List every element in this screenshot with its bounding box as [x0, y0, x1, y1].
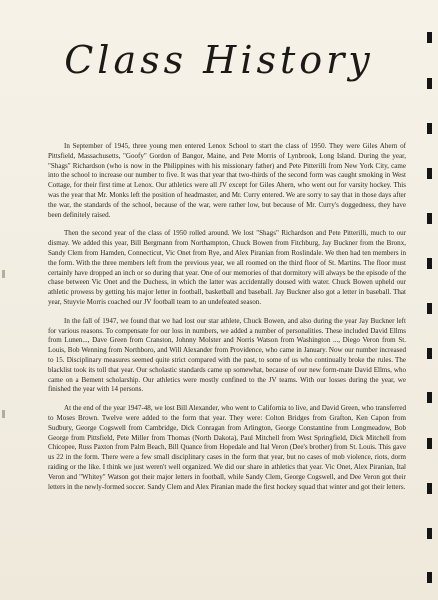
- index-tab: [427, 213, 432, 224]
- binding-mark: [2, 410, 5, 418]
- index-tab: [427, 348, 432, 359]
- index-tab: [427, 258, 432, 269]
- index-tab: [427, 392, 432, 403]
- index-tab: [427, 303, 432, 314]
- paragraph-1948: At the end of the year 1947-48, we lost Bill Alexander, who went to California to live, and David Green, who transferred to Moses Brown. Twelve were added to the form that year. They were: Colton Bridges from Grafton, Ken Capon from Sudbury, George Cogswell from Cambridge, Dick Conragan from Arlington, George Constantine from Longmeadow, Bob George from Pittsfield, Pete Miller from Thomas (North Dakota), Paul Mitchell from West Springfield, Dick Mitchell from Chicopee, Russ Paxton from Palm Beach, Bill Quance from Hopedale and Ital Veron (Dee's brother) from St. Louis. This gave us 22 in the form. There were a few small disciplinary cases in the form that year, but no cases of mob violence, riots, dorm raiding or the like. I think we just weren't well organized. We did our share in athletics that year. Vic Onet, Alex Piranian, Ital Veron and "Whitey" Watson got their major letters in football, while Sandy Clem, George Cogswell, and Dee Veron got their letters in the newly-formed soccer. Sandy Clem and Alex Piranian made the first hockey squad that winter and got their letters.: [48, 404, 406, 491]
- index-tab: [427, 32, 432, 43]
- paragraph-1946: Then the second year of the class of 1950 rolled around. We lost "Shags" Richardson and Pete Pitterilli, much to our dismay. We added this year, Bill Bergmann from Northampton, Chuck Bowen from Fitchburg, Jay Buckner from the Bronx, Sandy Clem from Hamden, Connecticut, Vic Onet from Rye, and Alex Piranian from Roslindale. We then had ten members in the form. With the three members left from the previous year, we all roomed on the third floor of St. Martins. The floor must certainly have dropped an inch or so during that year. One of our memories of that dormitory will always be the episode of the chase between Vic Onet and the Duchess, in which the latter was accidentally doused with water. Chuck Bowen upheld our athletic prowess by getting his major letter in football, basketball and baseball. Jay Buckner also got a letter in baseball. That year, Stuyvie Morris coached our JV football team to an undefeated season.: [48, 229, 406, 306]
- paragraph-1945: In September of 1945, three young men entered Lenox School to start the class of 1950. They were Giles Ahern of Pittsfield, Massachusetts, "Goofy" Gordon of Bangor, Maine, and Pete Morris of Lynbrook, Long Island. During the year, "Shags" Richardson (who is now in the Philippines with his missionary father) and Pete Pitterilli from New York City, came into the school to increase our number to five. It was that year that two-thirds of the second form was caught smoking in West Cottage, for their first time at Lenox. Our athletics were all JV except for Giles Ahern, who went out for varsity hockey. This was the year that Mr. Monks left the position of headmaster, and Mr. Curry entered. We are sorry to say that in those days after the war, the standards of the school, because of the war, were rather low, but because of Mr. Curry's doggedness, they have been definitely raised.: [48, 142, 406, 219]
- paragraph-1947: In the fall of 1947, we found that we had lost our star athlete, Chuck Bowen, and also during the year Jay Buckner left for various reasons. To compensate for our loss in numbers, we added a number of personalities. These included David Ellms from Lunen..., Dave Green from Cranston, Johnny Molster and Norris Watson from Washington ..., Diego Veron from St. Louis, Bob Wenning from Northboro, and Will Alexander from Providence, who came in January. Now our number increased to 15. Disciplinary measures seemed quite strict compared with the past, to some of us who continually broke the rules. The blacklist took its toll that year. Our scholastic standards came up somewhat, because of our new form-mate David Ellms, who came on a Bement scholarship. Our athletics were mostly confined to the JV teams. With our losses during the year, we finished the year with 14 persons.: [48, 316, 406, 394]
- index-tab: [427, 528, 432, 539]
- index-tab: [427, 123, 432, 134]
- index-tab: [427, 572, 432, 583]
- index-tab: [427, 78, 432, 89]
- binding-mark: [2, 270, 5, 278]
- index-tab: [427, 483, 432, 494]
- thumb-index-tabs: [424, 0, 432, 600]
- index-tab: [427, 438, 432, 449]
- index-tab: [427, 168, 432, 179]
- history-text: [48, 142, 406, 501]
- page-title: Class History: [64, 38, 374, 82]
